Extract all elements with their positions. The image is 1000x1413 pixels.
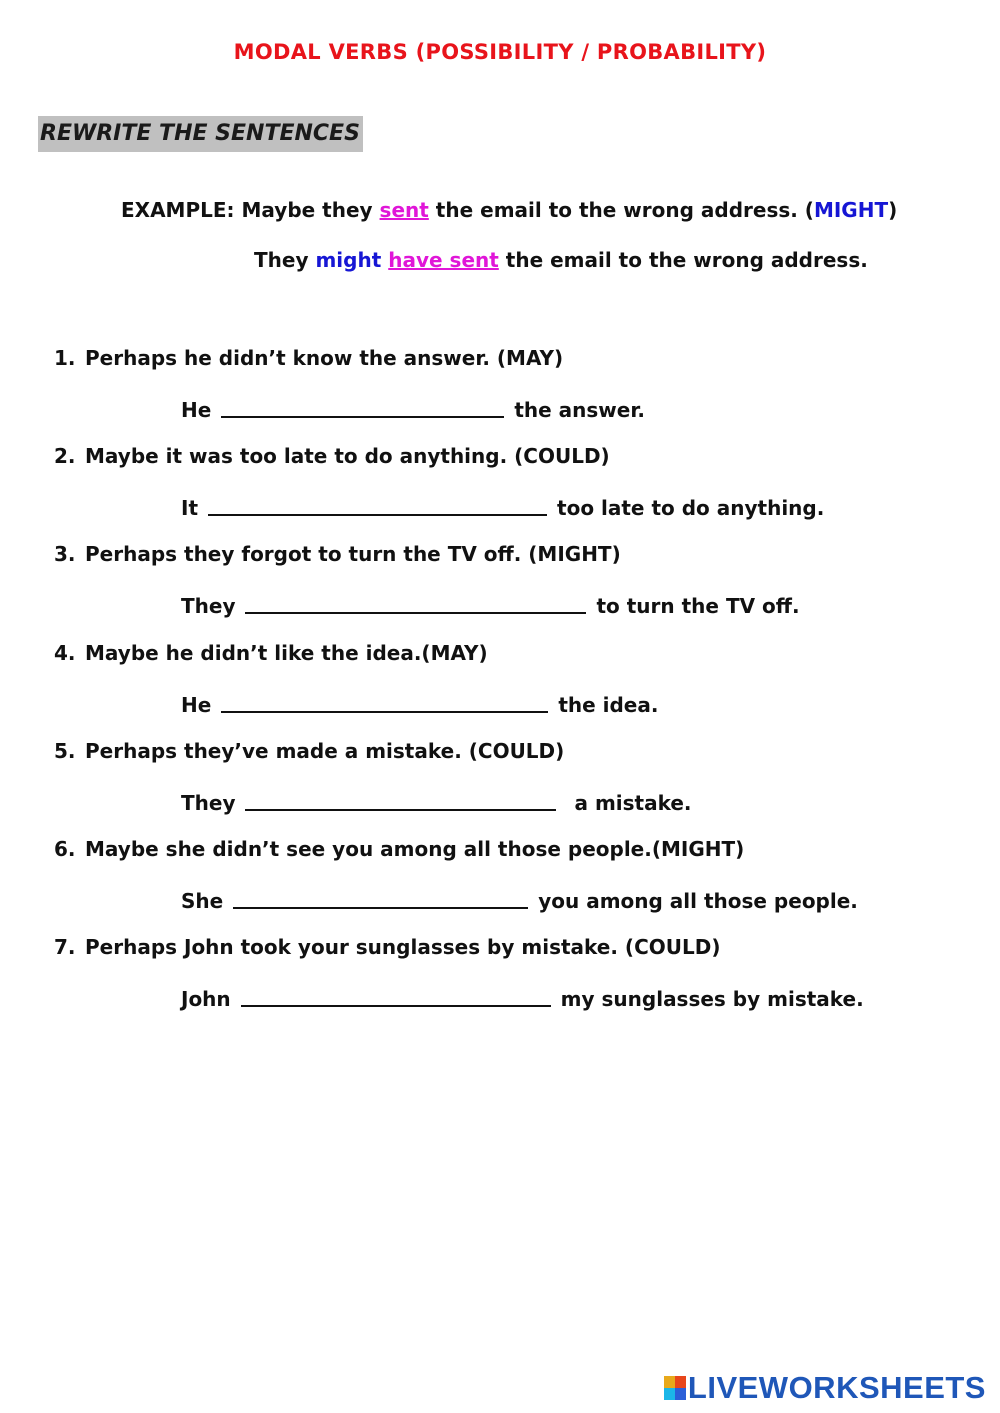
example-answer-modal: might bbox=[315, 248, 382, 272]
logo-text: LIVEWORKSHEETS bbox=[687, 1370, 986, 1405]
answer-blank-5[interactable] bbox=[245, 789, 556, 811]
question-number: 2. bbox=[54, 444, 76, 468]
answer-start: He bbox=[181, 693, 212, 717]
question-3 bbox=[54, 542, 621, 566]
answer-start: They bbox=[181, 791, 236, 815]
example-answer-start: They bbox=[254, 248, 309, 272]
question-prompt: Maybe she didn’t see you among all those people.(MIGHT) bbox=[85, 837, 745, 861]
answer-blank-4[interactable] bbox=[221, 691, 548, 713]
question-number: 4. bbox=[54, 641, 76, 665]
example-label: EXAMPLE: bbox=[121, 198, 235, 222]
answer-start: It bbox=[181, 496, 199, 520]
answer-end: you among all those people. bbox=[538, 889, 858, 913]
answer-line-3 bbox=[181, 591, 800, 618]
answer-start: John bbox=[181, 987, 231, 1011]
question-number: 6. bbox=[54, 837, 76, 861]
answer-end: a mistake. bbox=[574, 791, 692, 815]
section-heading: REWRITE THE SENTENCES bbox=[38, 116, 363, 152]
page-title: MODAL VERBS (POSSIBILITY / PROBABILITY) bbox=[233, 40, 767, 64]
example-text-start: Maybe they bbox=[241, 198, 373, 222]
liveworksheets-logo[interactable] bbox=[664, 1370, 986, 1406]
answer-blank-2[interactable] bbox=[208, 494, 547, 516]
question-7 bbox=[54, 935, 720, 959]
answer-start: He bbox=[181, 398, 212, 422]
answer-start: She bbox=[181, 889, 224, 913]
example-sentence bbox=[121, 198, 897, 222]
question-4 bbox=[54, 641, 488, 665]
question-prompt: Maybe it was too late to do anything. (COULD) bbox=[85, 444, 610, 468]
question-number: 5. bbox=[54, 739, 76, 763]
example-close-paren: ) bbox=[888, 198, 898, 222]
answer-line-5 bbox=[181, 788, 692, 815]
question-2 bbox=[54, 444, 610, 468]
answer-blank-6[interactable] bbox=[233, 887, 528, 909]
answer-line-7 bbox=[181, 984, 864, 1011]
example-answer-end: the email to the wrong address. bbox=[505, 248, 868, 272]
answer-end: the answer. bbox=[514, 398, 645, 422]
question-1 bbox=[54, 346, 563, 370]
question-prompt: Perhaps he didn’t know the answer. (MAY) bbox=[85, 346, 564, 370]
answer-line-1 bbox=[181, 395, 645, 422]
example-modal: MIGHT bbox=[813, 198, 889, 222]
question-number: 1. bbox=[54, 346, 76, 370]
answer-end: the idea. bbox=[558, 693, 659, 717]
question-prompt: Maybe he didn’t like the idea.(MAY) bbox=[85, 641, 488, 665]
question-prompt: Perhaps they’ve made a mistake. (COULD) bbox=[85, 739, 565, 763]
question-6 bbox=[54, 837, 744, 861]
question-prompt: Perhaps they forgot to turn the TV off. (MIGHT) bbox=[85, 542, 621, 566]
answer-blank-3[interactable] bbox=[245, 592, 586, 614]
answer-blank-7[interactable] bbox=[241, 985, 551, 1007]
answer-start: They bbox=[181, 594, 236, 618]
example-text-end: the email to the wrong address. ( bbox=[435, 198, 814, 222]
question-prompt: Perhaps John took your sunglasses by mistake. (COULD) bbox=[85, 935, 721, 959]
question-number: 7. bbox=[54, 935, 76, 959]
answer-line-4 bbox=[181, 690, 658, 717]
example-answer bbox=[254, 248, 868, 272]
liveworksheets-logo-icon bbox=[664, 1376, 686, 1400]
answer-end: to turn the TV off. bbox=[596, 594, 800, 618]
question-number: 3. bbox=[54, 542, 76, 566]
answer-line-6 bbox=[181, 886, 858, 913]
answer-line-2 bbox=[181, 493, 824, 520]
answer-end: my sunglasses by mistake. bbox=[560, 987, 864, 1011]
question-5 bbox=[54, 739, 564, 763]
answer-blank-1[interactable] bbox=[221, 396, 504, 418]
example-highlight-verb: sent bbox=[379, 198, 429, 222]
answer-end: too late to do anything. bbox=[557, 496, 825, 520]
example-answer-verb: have sent bbox=[388, 248, 499, 272]
